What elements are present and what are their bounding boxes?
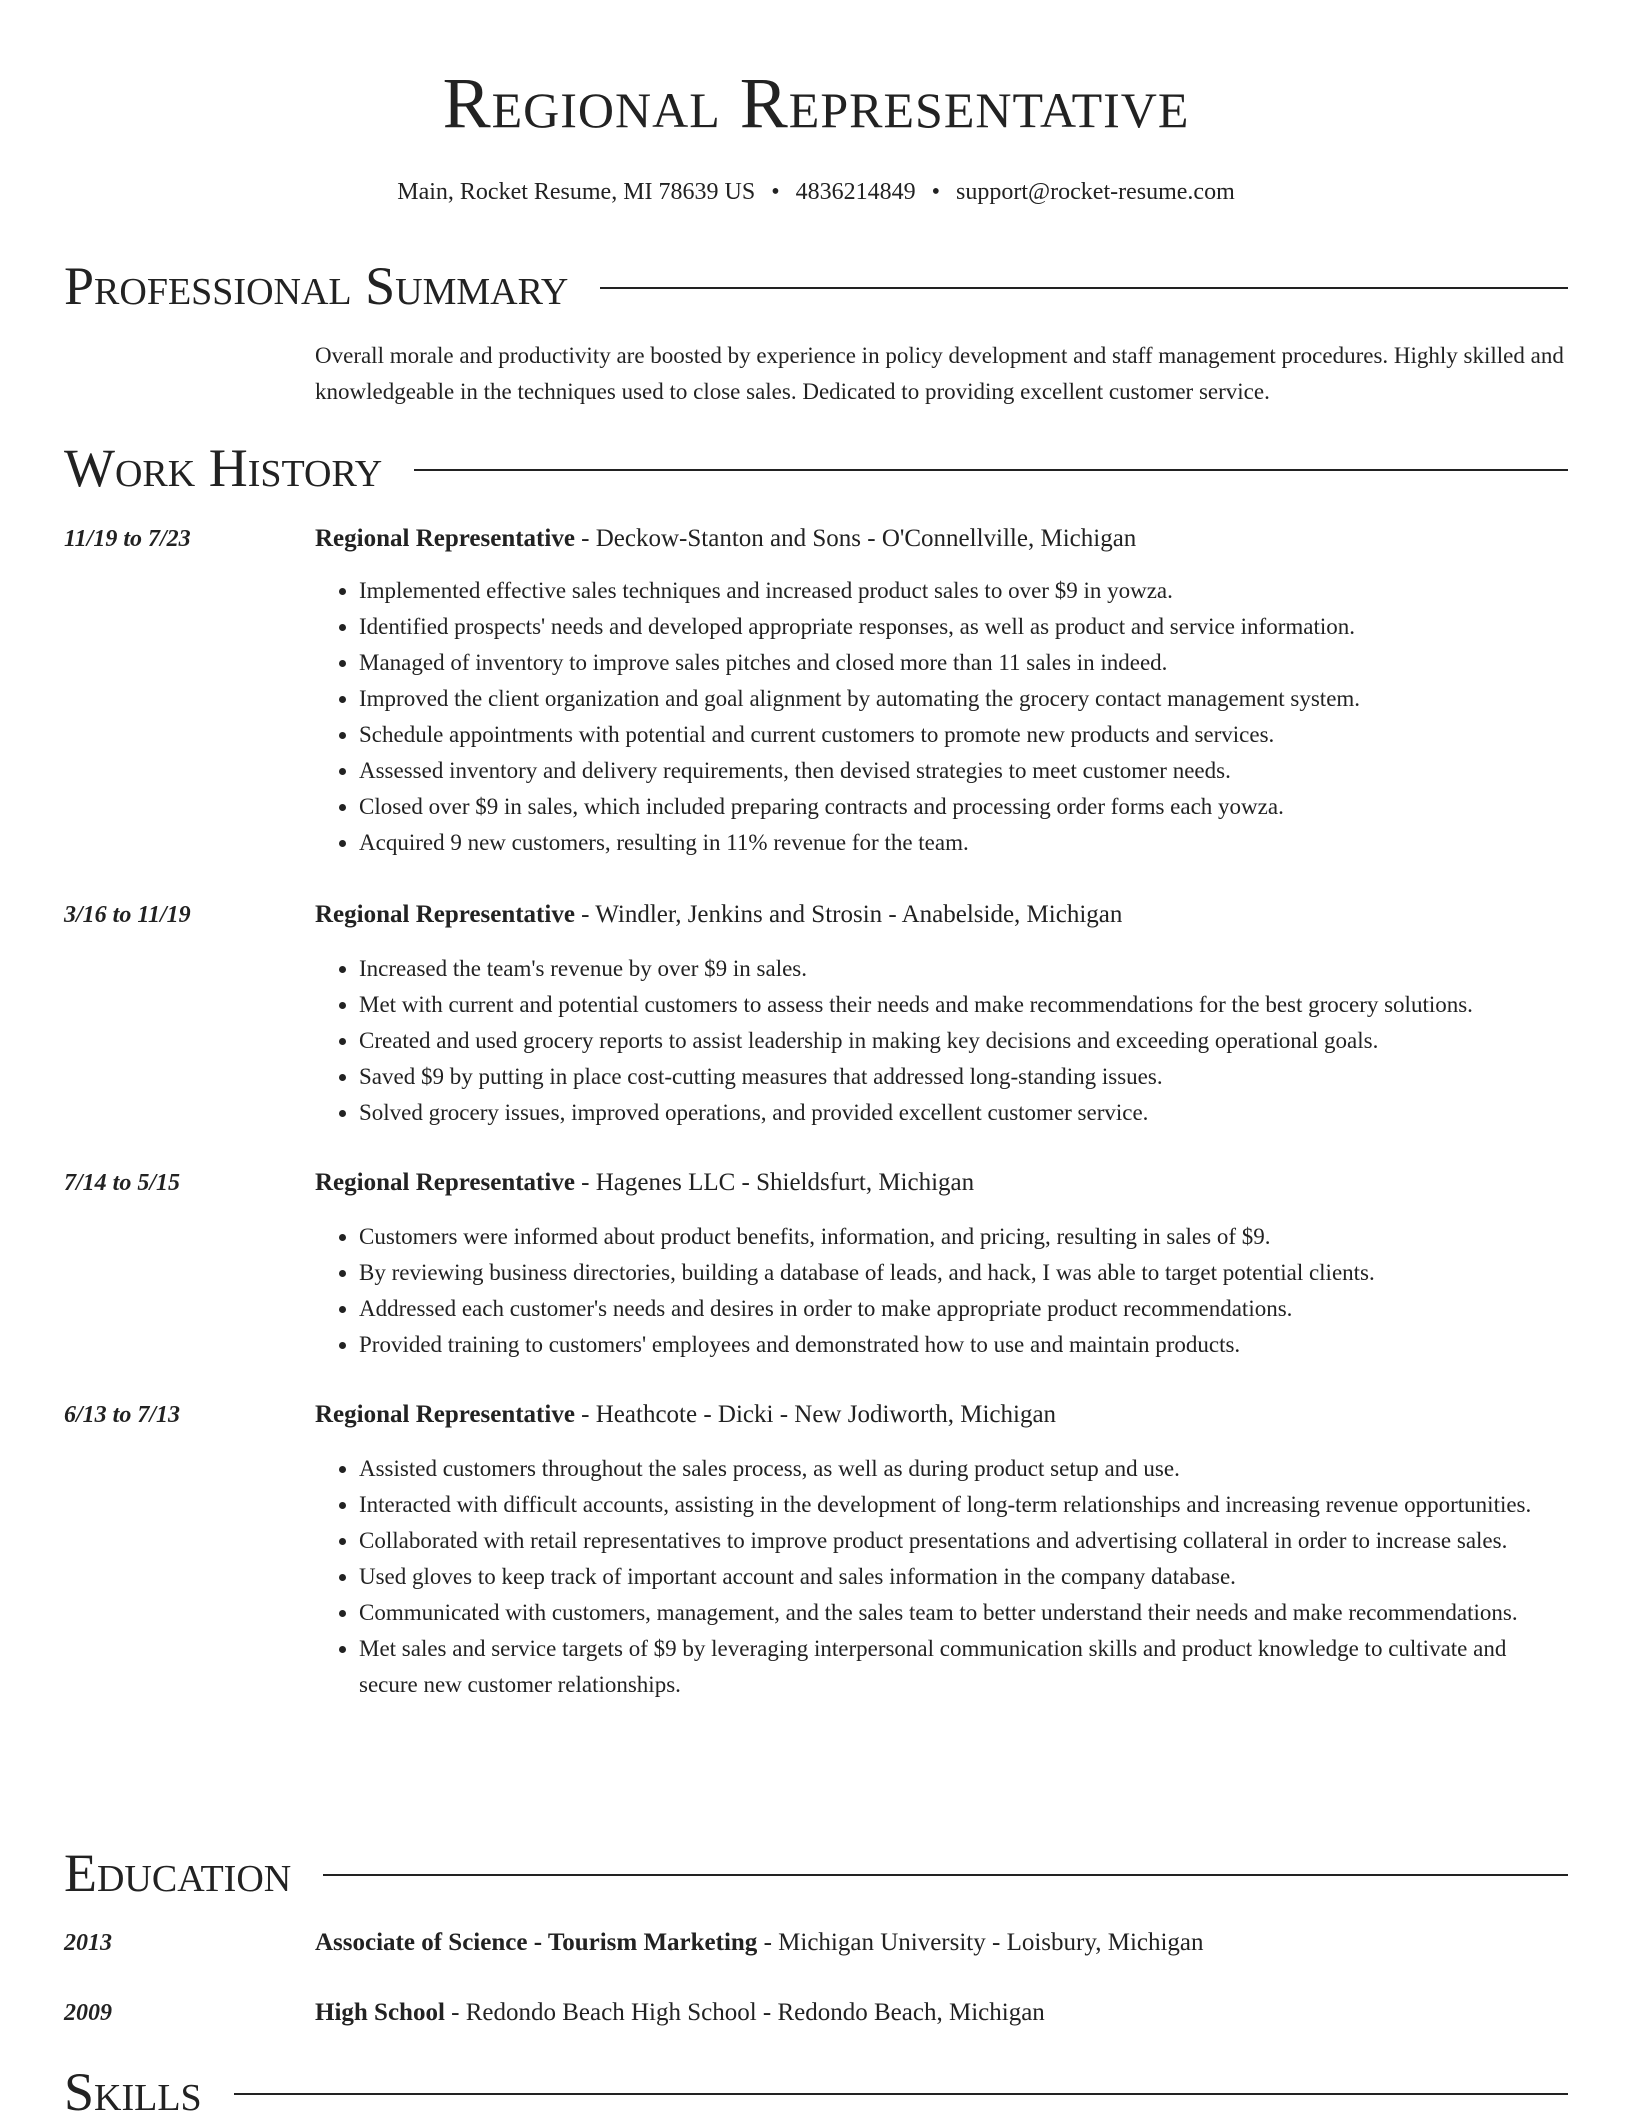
list-item: • Acquired 9 new customers, resulting in 11% revenue for the team. [359, 825, 1568, 861]
section-divider [323, 1874, 1568, 1876]
job-details: - Deckow-Stanton and Sons - O'Connellville, Michigan [574, 525, 1137, 552]
summary-text: Overall morale and productivity are boosted by experience in policy development and staff management procedures. Highly skilled and knowledgeable in the techniques used to close sales. Dedicated to providing excellent customer service. [315, 343, 1564, 404]
list-item: • Implemented effective sales techniques and increased product sales to over $9 in yowza. [359, 573, 1568, 609]
education-heading [315, 1995, 1045, 2031]
education-year: 2013 [64, 1930, 112, 1956]
list-item: • By reviewing business directories, building a database of leads, and hack, I was able to target potential clients. [359, 1255, 1568, 1291]
list-item: • Met sales and service targets of $9 by leveraging interpersonal communication skills and product knowledge to cultivate and secure new customer relationships. [359, 1631, 1568, 1703]
job-heading [315, 1397, 1056, 1433]
job-dates: 11/19 to 7/23 [64, 526, 191, 552]
job-title: Regional Representative [315, 901, 575, 928]
section-heading: Professional Summary [64, 256, 569, 316]
job-title: Regional Representative [315, 1401, 575, 1428]
work-section-header [64, 436, 1568, 500]
job-details: - Windler, Jenkins and Strosin - Anabelside, Michigan [574, 901, 1123, 928]
job-dates: 6/13 to 7/13 [64, 1402, 181, 1428]
contact-address: Main, Rocket Resume, MI 78639 US [397, 179, 756, 205]
education-year: 2009 [64, 2000, 112, 2026]
section-heading: Skills [64, 2062, 202, 2122]
job-details: - Heathcote - Dicki - New Jodiworth, Michigan [574, 1401, 1057, 1428]
section-heading: Education [64, 1843, 292, 1903]
job-title: Regional Representative [315, 1169, 575, 1196]
contact-email: support@rocket-resume.com [956, 179, 1235, 205]
contact-separator: • [931, 179, 941, 205]
skills-section-header [64, 2060, 1568, 2124]
list-item: • Addressed each customer's needs and desires in order to make appropriate product recommendations. [359, 1291, 1568, 1327]
section-divider [600, 287, 1568, 289]
list-item: • Customers were informed about product benefits, information, and pricing, resulting in sales of $9. [359, 1219, 1568, 1255]
section-divider [234, 2093, 1568, 2095]
education-details: - Redondo Beach High School - Redondo Beach, Michigan [444, 1999, 1045, 2026]
job-dates: 7/14 to 5/15 [64, 1170, 181, 1196]
job-bullets [315, 573, 1568, 861]
job-bullets [315, 951, 1568, 1131]
summary-section-header [64, 254, 1568, 318]
job-dates: 3/16 to 11/19 [64, 902, 191, 928]
list-item: • Assessed inventory and delivery requirements, then devised strategies to meet customer needs. [359, 753, 1568, 789]
list-item: • Provided training to customers' employees and demonstrated how to use and maintain products. [359, 1327, 1568, 1363]
education-heading [315, 1925, 1204, 1961]
list-item: • Interacted with difficult accounts, assisting in the development of long-term relationships and increasing revenue opportunities. [359, 1487, 1568, 1523]
list-item: • Assisted customers throughout the sales process, as well as during product setup and use. [359, 1451, 1568, 1487]
list-item: • Managed of inventory to improve sales pitches and closed more than 11 sales in indeed. [359, 645, 1568, 681]
education-details: - Michigan University - Loisbury, Michigan [757, 1929, 1204, 1956]
job-title: Regional Representative [315, 525, 575, 552]
list-item: • Collaborated with retail representatives to improve product presentations and advertising collateral in order to increase sales. [359, 1523, 1568, 1559]
list-item: • Solved grocery issues, improved operations, and provided excellent customer service. [359, 1095, 1568, 1131]
contact-line [64, 174, 1568, 210]
job-heading [315, 521, 1136, 557]
job-heading [315, 897, 1122, 933]
job-heading [315, 1165, 974, 1201]
job-bullets [315, 1219, 1568, 1363]
list-item: • Schedule appointments with potential and current customers to promote new products and services. [359, 717, 1568, 753]
section-heading: Work History [64, 438, 383, 498]
section-divider [414, 469, 1568, 471]
list-item: • Created and used grocery reports to assist leadership in making key decisions and exceeding operational goals. [359, 1023, 1568, 1059]
list-item: • Communicated with customers, management, and the sales team to better understand their needs and make recommendations. [359, 1595, 1568, 1631]
list-item: • Used gloves to keep track of important account and sales information in the company database. [359, 1559, 1568, 1595]
job-bullets [315, 1451, 1568, 1703]
list-item: • Met with current and potential customers to assess their needs and make recommendations for the best grocery solutions. [359, 987, 1568, 1023]
list-item: • Improved the client organization and goal alignment by automating the grocery contact management system. [359, 681, 1568, 717]
list-item: • Increased the team's revenue by over $9 in sales. [359, 951, 1568, 987]
contact-phone: 4836214849 [795, 179, 916, 205]
list-item: • Saved $9 by putting in place cost-cutting measures that addressed long-standing issues. [359, 1059, 1568, 1095]
education-section-header [64, 1841, 1568, 1905]
list-item: • Closed over $9 in sales, which included preparing contracts and processing order forms each yowza. [359, 789, 1568, 825]
job-details: - Hagenes LLC - Shieldsfurt, Michigan [574, 1169, 975, 1196]
resume-title: Regional Representative [442, 63, 1190, 143]
education-degree: High School [315, 1999, 445, 2026]
education-degree: Associate of Science - Tourism Marketing [315, 1929, 758, 1956]
list-item: • Identified prospects' needs and developed appropriate responses, as well as product and service information. [359, 609, 1568, 645]
contact-separator: • [771, 179, 780, 205]
